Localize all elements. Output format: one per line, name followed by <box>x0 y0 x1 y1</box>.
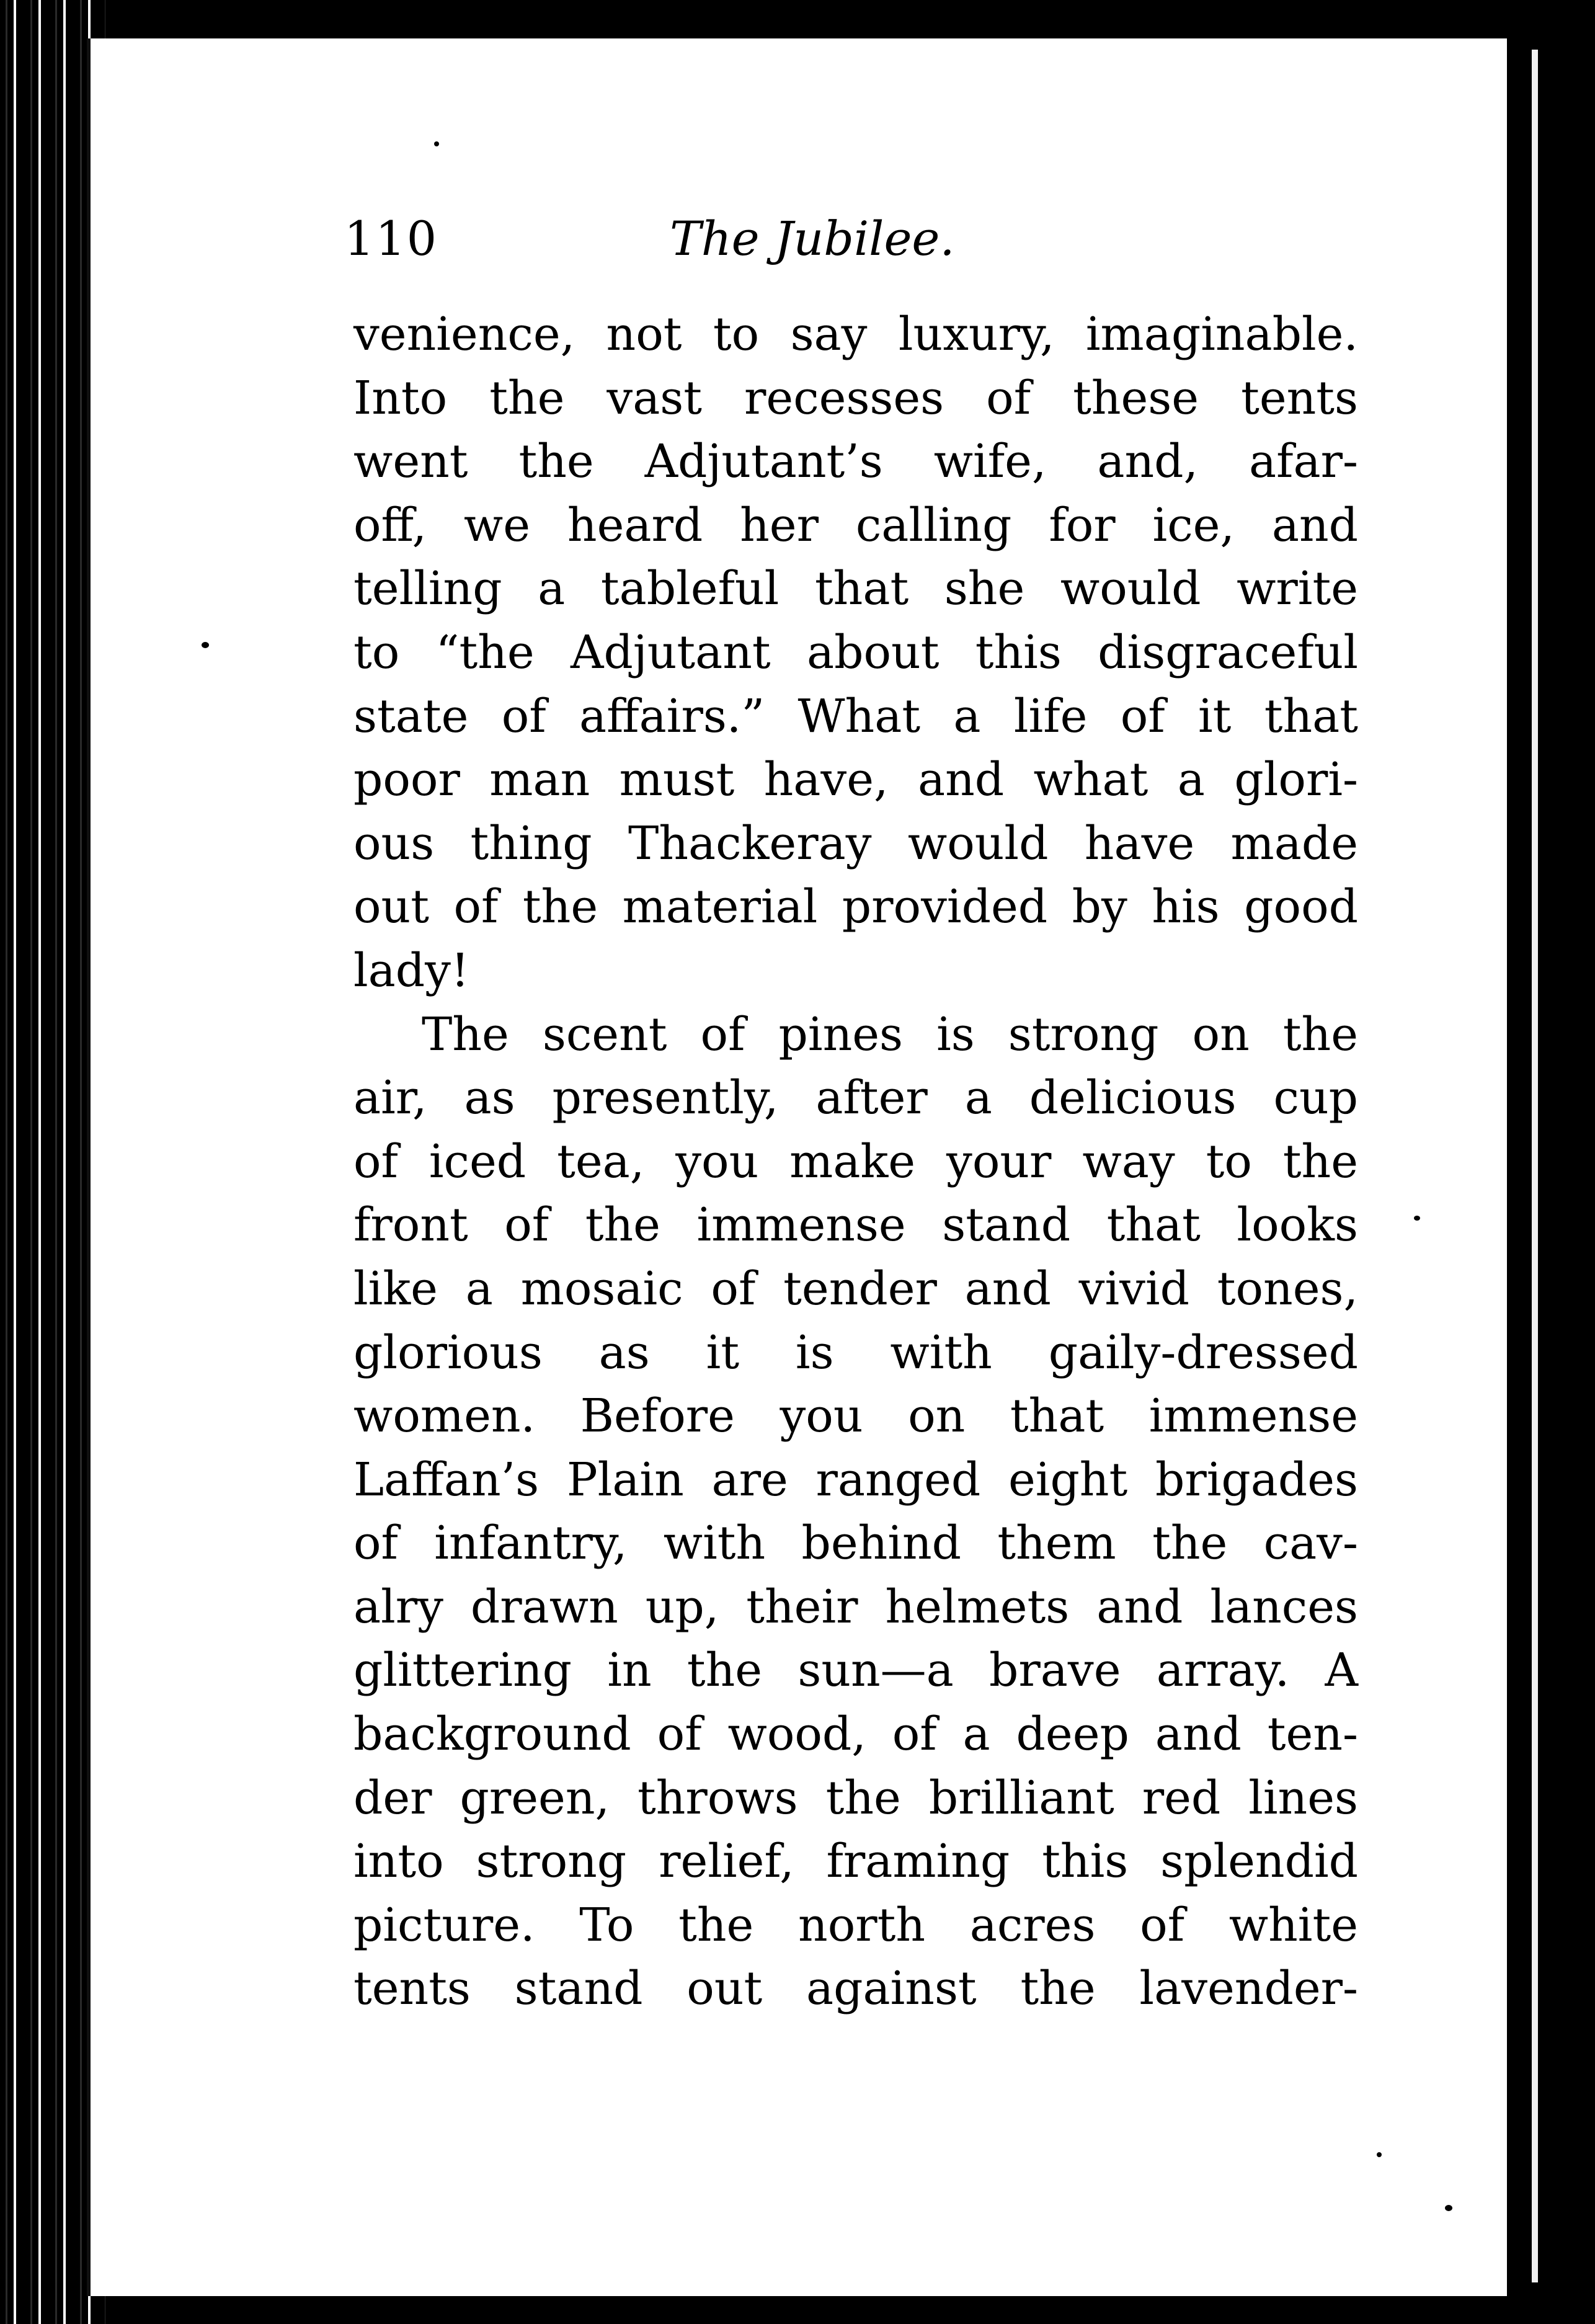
scan-speck <box>1377 2152 1382 2157</box>
text-line: off, we heard her calling for ice, and <box>353 498 1358 552</box>
text-line: ous thing Thackeray would have made <box>353 816 1358 870</box>
scan-speck <box>434 141 439 146</box>
text-line: The scent of pines is strong on the <box>422 1007 1358 1061</box>
text-line: to “the Adjutant about this disgraceful <box>353 625 1358 679</box>
body-text <box>353 303 1358 2021</box>
text-line: glittering in the sun—a brave array. A <box>353 1644 1358 1698</box>
scan-speck <box>1445 2205 1452 2211</box>
text-line: like a mosaic of tender and vivid tones, <box>353 1262 1358 1316</box>
running-header <box>344 211 1336 279</box>
text-line: Laffan’s Plain are ranged eight brigades <box>353 1453 1358 1507</box>
text-line: of iced tea, you make your way to the <box>353 1134 1358 1188</box>
paragraph-1 <box>353 303 1358 1003</box>
text-line: telling a tableful that she would write <box>353 562 1358 616</box>
scan-speck <box>202 642 209 648</box>
scan-speck <box>1414 1216 1420 1221</box>
text-line: air, as presently, after a delicious cup <box>353 1071 1358 1125</box>
text-line: glorious as it is with gaily-dressed <box>353 1325 1358 1379</box>
scan-right-border <box>1507 0 1595 2324</box>
text-line: venience, not to say luxury, imaginable. <box>353 308 1358 361</box>
text-line: out of the material provided by his good <box>353 880 1358 934</box>
facing-page-edge <box>1532 50 1538 2282</box>
running-title: The Jubilee. <box>670 211 955 266</box>
page-number: 110 <box>344 211 438 266</box>
text-line: of infantry, with behind them the cav- <box>353 1516 1358 1570</box>
text-line: alry drawn up, their helmets and lances <box>353 1580 1358 1634</box>
text-line: into strong relief, framing this splendid <box>353 1835 1358 1889</box>
text-line: women. Before you on that immense <box>353 1389 1358 1443</box>
text-line: front of the immense stand that looks <box>353 1198 1358 1252</box>
text-line: state of affairs.” What a life of it that <box>353 689 1358 743</box>
text-line: tents stand out against the lavender- <box>353 1962 1358 2016</box>
text-line: poor man must have, and what a glori- <box>353 753 1358 807</box>
text-line: der green, throws the brilliant red lines <box>353 1771 1358 1825</box>
text-line: background of wood, of a deep and ten- <box>353 1707 1358 1761</box>
text-line: lady! <box>353 943 469 997</box>
text-line: went the Adjutant’s wife, and, afar- <box>353 435 1358 489</box>
text-line: picture. To the north acres of white <box>353 1898 1358 1952</box>
text-line: Into the vast recesses of these tents <box>353 371 1358 425</box>
paragraph-2 <box>353 1003 1358 2021</box>
